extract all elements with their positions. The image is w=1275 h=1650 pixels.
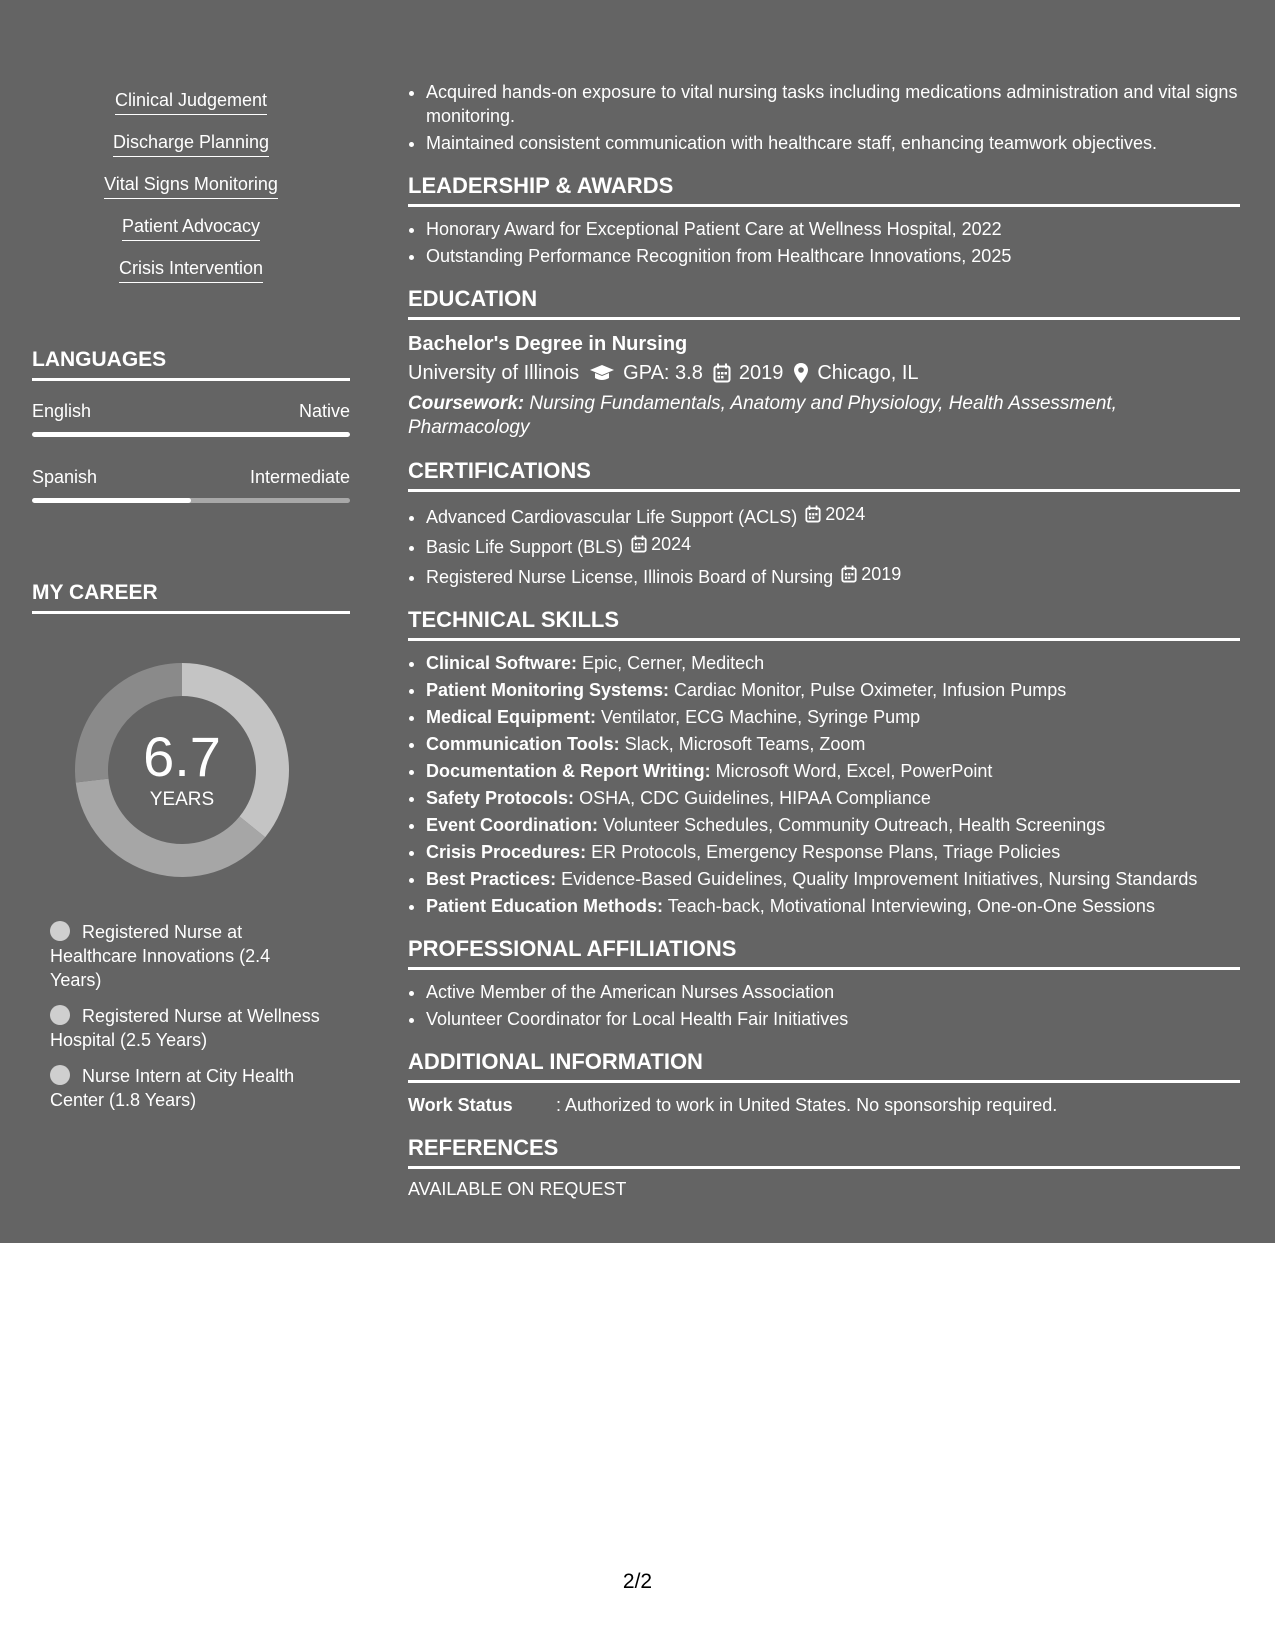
coursework-text: Nursing Fundamentals, Anatomy and Physiology, Health Assessment, Pharmacology [408,393,1117,438]
technical-list [408,651,1240,918]
experience-bullet: • Acquired hands-on exposure to vital nursing tasks including medications administration and vital signs monitoring. [426,80,1240,128]
certification-year: 2024 [651,534,692,554]
education-heading: EDUCATION [408,286,1240,320]
affiliation-item: • Active Member of the American Nurses Association [426,980,1240,1004]
languages-section [32,348,350,503]
career-donut-chart [66,654,298,886]
work-status-value: : Authorized to work in United States. No sponsorship required. [556,1095,1058,1115]
languages-heading: LANGUAGES [32,348,350,381]
education-coursework [408,392,1240,440]
leadership-item: • Honorary Award for Exceptional Patient Care at Wellness Hospital, 2022 [426,217,1240,241]
technical-label: Communication Tools: [426,734,620,754]
language-bar [32,432,350,437]
legend-dot-icon [50,1065,70,1085]
graduation-cap-icon [589,363,615,383]
technical-item [426,759,1240,783]
calendar-icon [631,535,647,553]
language-item [32,401,350,437]
technical-item [426,786,1240,810]
language-name: Spanish [32,467,98,487]
technical-label: Crisis Procedures: [426,842,587,862]
language-item [32,467,350,503]
additional-heading: ADDITIONAL INFORMATION [408,1049,1240,1083]
education-gpa: GPA: 3.8 [623,362,703,384]
skill-item: Vital Signs Monitoring [104,172,278,199]
technical-value: Cardiac Monitor, Pulse Oximeter, Infusion Pumps [674,680,1067,700]
technical-label: Medical Equipment: [426,707,597,727]
certifications-heading: CERTIFICATIONS [408,458,1240,492]
calendar-icon [805,505,821,523]
legend-item [50,920,320,992]
certifications-list [408,502,1240,589]
language-bar [32,498,350,503]
legend-label: Registered Nurse at Wellness Hospital (2.5 Years) [50,1006,320,1050]
certification-year: 2024 [825,504,866,524]
experience-bullet: • Maintained consistent communication with healthcare staff, enhancing teamwork objectives. [426,131,1240,155]
calendar-icon [841,565,857,583]
main-content [408,80,1240,1200]
technical-label: Best Practices: [426,869,557,889]
location-pin-icon [793,362,809,384]
affiliations-heading: PROFESSIONAL AFFILIATIONS [408,936,1240,970]
education-degree: Bachelor's Degree in Nursing [408,333,688,355]
technical-value: Microsoft Word, Excel, PowerPoint [715,761,993,781]
language-bar-fill [32,498,191,503]
affiliations-list [408,980,1240,1031]
skill-item: Discharge Planning [113,130,269,157]
technical-item [426,894,1240,918]
affiliation-item: • Volunteer Coordinator for Local Health Fair Initiatives [426,1007,1240,1031]
coursework-label: Coursework: [408,393,525,414]
technical-value: Volunteer Schedules, Community Outreach, Health Screenings [603,815,1106,835]
skills-list [32,82,350,292]
technical-item [426,867,1240,891]
language-level: Intermediate [249,467,350,487]
language-name: English [32,401,92,421]
work-status-key: Work Status [408,1095,513,1115]
technical-value: Ventilator, ECG Machine, Syringe Pump [601,707,921,727]
technical-item [426,678,1240,702]
skill-item: Crisis Intervention [119,256,263,283]
language-level: Native [298,401,350,421]
sidebar [32,82,350,1124]
certification-item [426,502,1240,529]
career-total: 6.7 [143,725,221,788]
references-text: AVAILABLE ON REQUEST [408,1179,627,1199]
page-number: 2/2 [622,1570,653,1593]
calendar-icon [713,363,731,383]
legend-dot-icon [50,921,70,941]
certification-year: 2019 [861,564,902,584]
technical-value: OSHA, CDC Guidelines, HIPAA Compliance [579,788,931,808]
career-unit: YEARS [149,789,215,810]
technical-label: Event Coordination: [426,815,598,835]
technical-item [426,651,1240,675]
technical-value: Epic, Cerner, Meditech [582,653,765,673]
technical-label: Patient Education Methods: [426,896,664,916]
career-heading: MY CAREER [32,581,350,614]
education-year: 2019 [738,362,784,384]
skill-item: Patient Advocacy [122,214,260,241]
certification-name: Advanced Cardiovascular Life Support (ACLS) [426,507,798,527]
legend-dot-icon [50,1005,70,1025]
career-section [32,581,350,1112]
education-location: Chicago, IL [817,362,919,384]
technical-value: ER Protocols, Emergency Response Plans, Triage Policies [591,842,1061,862]
legend-item [50,1004,320,1052]
legend-label: Registered Nurse at Healthcare Innovations (2.4 Years) [50,922,271,990]
certification-item [426,532,1240,559]
technical-item [426,705,1240,729]
legend-label: Nurse Intern at City Health Center (1.8 Years) [50,1066,295,1110]
technical-heading: TECHNICAL SKILLS [408,607,1240,641]
technical-value: Teach-back, Motivational Interviewing, One-on-One Sessions [667,896,1155,916]
technical-item [426,732,1240,756]
skill-item: Clinical Judgement [115,88,267,115]
technical-label: Clinical Software: [426,653,578,673]
references-heading: REFERENCES [408,1135,1240,1169]
technical-item [426,840,1240,864]
technical-label: Documentation & Report Writing: [426,761,711,781]
technical-label: Patient Monitoring Systems: [426,680,670,700]
certification-name: Basic Life Support (BLS) [426,537,624,557]
leadership-list [408,217,1240,268]
experience-bullets [408,80,1240,155]
certification-name: Registered Nurse License, Illinois Board of Nursing [426,567,834,587]
certification-item [426,562,1240,589]
career-legend [32,920,320,1112]
technical-value: Slack, Microsoft Teams, Zoom [624,734,866,754]
education-details [408,358,1240,388]
leadership-item: • Outstanding Performance Recognition from Healthcare Innovations, 2025 [426,244,1240,268]
technical-label: Safety Protocols: [426,788,575,808]
education-school: University of Illinois [408,362,580,384]
leadership-heading: LEADERSHIP & AWARDS [408,173,1240,207]
work-status-row [408,1093,1240,1117]
language-bar-fill [32,432,350,437]
legend-item [50,1064,320,1112]
technical-value: Evidence-Based Guidelines, Quality Improvement Initiatives, Nursing Standards [561,869,1198,889]
technical-item [426,813,1240,837]
